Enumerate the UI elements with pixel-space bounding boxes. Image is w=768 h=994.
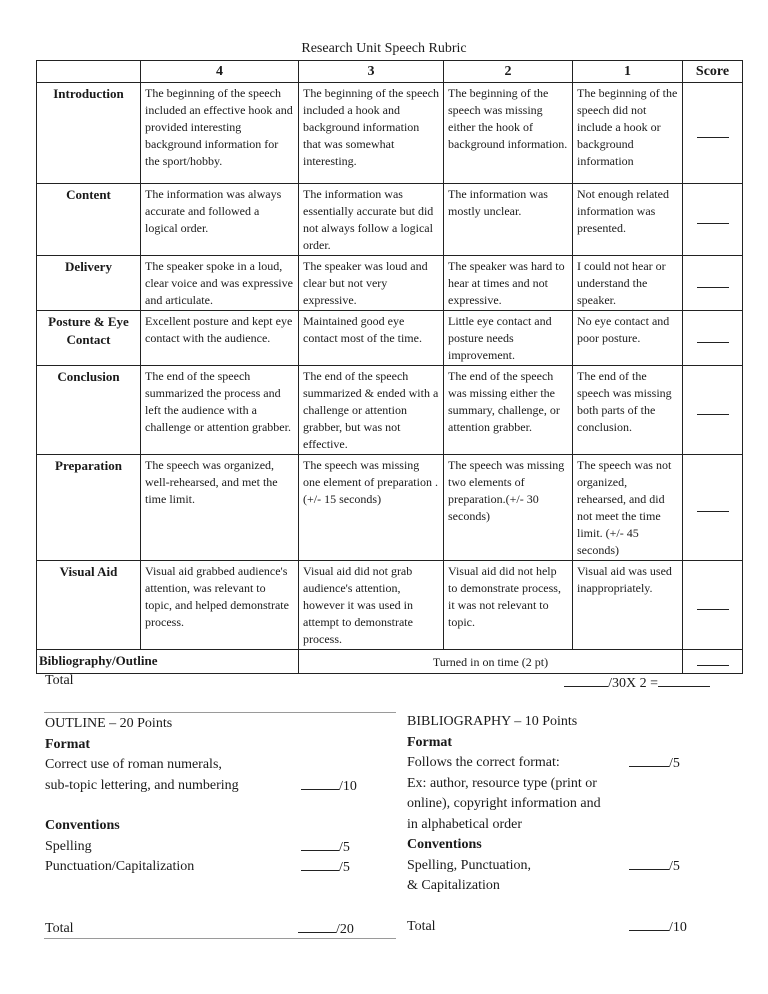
criterion-label: Preparation [37, 455, 141, 561]
outline-spelling-score: /5 [339, 839, 350, 855]
bibliography-conventions-label: Conventions [407, 837, 482, 852]
outline-punctuation-score: /5 [339, 860, 350, 875]
rubric-table [36, 60, 743, 674]
rubric-cell: The information was always accurate and followed a logical order. [141, 184, 299, 256]
rubric-cell: I could not hear or understand the speaker. [573, 256, 683, 311]
rubric-cell: The beginning of the speech was missing either the hook of background information. [444, 83, 573, 184]
criterion-label: Delivery [37, 256, 141, 311]
grand-total-blank[interactable] [564, 673, 608, 687]
table-row [37, 83, 743, 184]
table-row [37, 366, 743, 455]
criterion-label: Content [37, 184, 141, 256]
rubric-cell: The speech was missing one element of preparation . (+/- 15 seconds) [299, 455, 444, 561]
rubric-cell: Visual aid grabbed audience's attention, was relevant to topic, and helped demonstrate process. [141, 561, 299, 650]
grand-total-line [45, 673, 710, 689]
rubric-cell: The end of the speech was missing both parts of the conclusion. [573, 366, 683, 455]
bibliography-outline-description: Turned in on time (2 pt) [299, 650, 683, 674]
grand-total-result-blank[interactable] [658, 673, 710, 687]
criterion-label: Posture & Eye Contact [37, 311, 141, 366]
outline-format-line2: sub-topic lettering, and numbering [45, 777, 239, 793]
bibliography-total-blank[interactable] [629, 917, 669, 931]
bibliography-conventions-score: /5 [669, 858, 680, 874]
bibliography-total-score: /10 [669, 919, 687, 935]
col-header-criterion [37, 61, 141, 83]
outline-heading: OUTLINE – 20 Points [45, 716, 173, 731]
outline-format-line1: Correct use of roman numerals, [45, 757, 222, 772]
score-blank[interactable] [683, 650, 743, 674]
bibliography-format-line1: Follows the correct format: [407, 755, 560, 770]
outline-total-blank[interactable] [298, 919, 336, 933]
rubric-cell: Visual aid did not help to demonstrate process, it was not relevant to topic. [444, 561, 573, 650]
rubric-cell: The speaker was loud and clear but not very expressive. [299, 256, 444, 311]
page-title: Research Unit Speech Rubric [301, 41, 467, 56]
grand-total-label: Total [45, 673, 74, 688]
rubric-cell: The end of the speech summarized the process and left the audience with a challenge or attention grabber. [141, 366, 299, 455]
grand-total-formula: /30X 2 = [608, 676, 658, 691]
outline-total-label: Total [45, 920, 74, 936]
rubric-cell: The beginning of the speech included an effective hook and provided interesting background information for the sport/hobby. [141, 83, 299, 184]
rubric-cell: The speech was not organized, rehearsed, and did not meet the time limit. (+/- 45 seconds) [573, 455, 683, 561]
rubric-cell: The beginning of the speech did not include a hook or background information [573, 83, 683, 184]
rubric-cell: The speaker was hard to hear at times and not expressive. [444, 256, 573, 311]
outline-spelling-label: Spelling [45, 838, 92, 854]
rubric-cell: The speech was organized, well-rehearsed, and met the time limit. [141, 455, 299, 561]
outline-conventions-label: Conventions [45, 818, 120, 833]
table-row [37, 455, 743, 561]
bibliography-format-label: Format [407, 734, 453, 750]
rubric-cell: Little eye contact and posture needs improvement. [444, 311, 573, 366]
outline-format-score: /10 [339, 778, 357, 794]
bibliography-format-blank[interactable] [629, 753, 669, 767]
bibliography-format-score: /5 [669, 756, 680, 771]
rubric-cell: The information was essentially accurate but did not always follow a logical order. [299, 184, 444, 256]
outline-bottom-rule [44, 938, 396, 939]
bibliography-heading: BIBLIOGRAPHY – 10 Points [407, 714, 578, 729]
score-blank[interactable] [683, 184, 743, 256]
col-header-score: Score [683, 61, 743, 83]
rubric-cell: The end of the speech summarized & ended with a challenge or attention grabber, but was not effective. [299, 366, 444, 455]
outline-spelling-blank[interactable] [301, 837, 339, 851]
outline-top-rule [44, 712, 396, 713]
criterion-label: Conclusion [37, 366, 141, 455]
bibliography-format-line2: Ex: author, resource type (print or [407, 775, 597, 791]
rubric-cell: No eye contact and poor posture. [573, 311, 683, 366]
col-header-3: 3 [299, 61, 444, 83]
outline-punctuation-label: Punctuation/Capitalization [45, 859, 195, 874]
score-blank[interactable] [683, 561, 743, 650]
bibliography-section [407, 712, 727, 937]
outline-punctuation-blank[interactable] [301, 857, 339, 871]
rubric-cell: The speaker spoke in a loud, clear voice and was expressive and articulate. [141, 256, 299, 311]
score-blank[interactable] [683, 366, 743, 455]
score-blank[interactable] [683, 311, 743, 366]
bibliography-format-line3: online), copyright information and [407, 796, 601, 811]
header-row [37, 61, 743, 83]
rubric-cell: The beginning of the speech included a hook and background information that was somewhat interesting. [299, 83, 444, 184]
col-header-4: 4 [141, 61, 299, 83]
table-row [37, 561, 743, 650]
rubric-cell: The speech was missing two elements of preparation.(+/- 30 seconds) [444, 455, 573, 561]
bibliography-conventions-blank[interactable] [629, 856, 669, 870]
outline-total-score: /20 [336, 921, 354, 937]
score-blank[interactable] [683, 256, 743, 311]
rubric-cell: Visual aid did not grab audience's attention, however it was used in attempt to demonstrate process. [299, 561, 444, 650]
bibliography-conventions-line1: Spelling, Punctuation, [407, 857, 532, 873]
bibliography-outline-row [37, 650, 743, 674]
bibliography-conventions-line2: & Capitalization [407, 878, 500, 893]
table-row [37, 256, 743, 311]
criterion-label: Introduction [37, 83, 141, 184]
bibliography-format-line4: in alphabetical order [407, 816, 523, 832]
rubric-cell: Visual aid was used inappropriately. [573, 561, 683, 650]
rubric-cell: Not enough related information was presented. [573, 184, 683, 256]
rubric-cell: The end of the speech was missing either the summary, challenge, or attention grabber. [444, 366, 573, 455]
col-header-2: 2 [444, 61, 573, 83]
outline-section [45, 714, 375, 939]
rubric-cell: Excellent posture and kept eye contact with the audience. [141, 311, 299, 366]
criterion-label: Visual Aid [37, 561, 141, 650]
score-blank[interactable] [683, 455, 743, 561]
table-row [37, 184, 743, 256]
outline-format-label: Format [45, 736, 91, 752]
bibliography-outline-label: Bibliography/Outline [37, 650, 299, 674]
table-row [37, 311, 743, 366]
rubric-cell: Maintained good eye contact most of the time. [299, 311, 444, 366]
rubric-cell: The information was mostly unclear. [444, 184, 573, 256]
outline-format-blank[interactable] [301, 776, 339, 790]
col-header-1: 1 [573, 61, 683, 83]
score-blank[interactable] [683, 83, 743, 184]
bibliography-total-label: Total [407, 918, 436, 934]
